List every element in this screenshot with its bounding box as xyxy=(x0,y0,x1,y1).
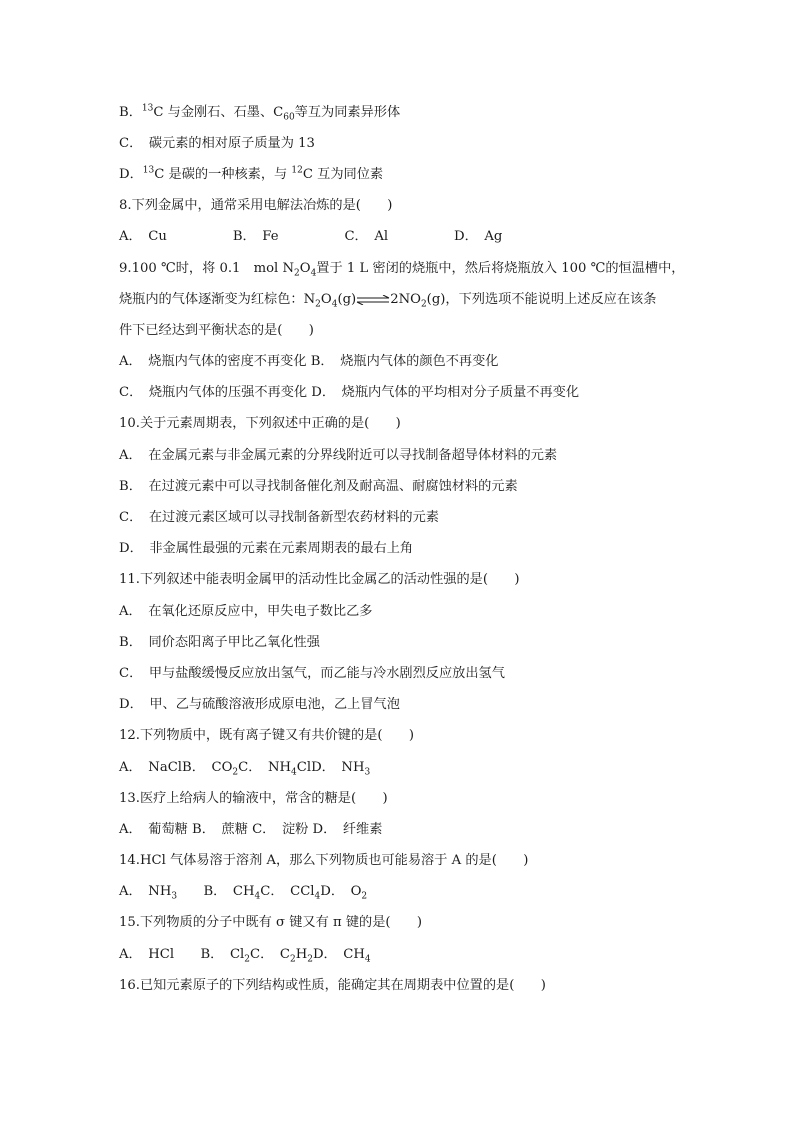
subscript: 3 xyxy=(171,891,178,902)
q14-stem: 14.HCl 气体易溶于溶剂 A，那么下列物质也可能易溶于 A 的是( ) xyxy=(119,853,529,868)
text: C． C xyxy=(250,947,290,962)
q11-option-b: B． 同价态阳离子甲比乙氧化性强 xyxy=(119,635,320,650)
q9-options-ab: A． 烧瓶内气体的密度不再变化 B． 烧瓶内气体的颜色不再变化 xyxy=(119,354,499,369)
subscript: 2 xyxy=(361,891,368,902)
text: A． HCl B． Cl xyxy=(119,947,245,962)
q12-stem: 12.下列物质中，既有离子键又有共价键的是( ) xyxy=(119,728,415,743)
option-text: C 是碳的一种核素，与 xyxy=(154,167,292,182)
q8-options: A． Cu B． Fe C． Al D． Ag xyxy=(119,229,503,244)
q10-option-c: C． 在过渡元素区域可以寻找制备新型农药材料的元素 xyxy=(119,510,439,525)
reversible-arrow-icon xyxy=(356,295,390,305)
q9-stem-line3: 件下已经达到平衡状态的是( ) xyxy=(119,323,314,338)
q10-stem: 10.关于元素周期表，下列叙述中正确的是( ) xyxy=(119,416,401,431)
text: C． NH xyxy=(238,760,292,775)
q7-option-c: C． 碳元素的相对原子质量为 13 xyxy=(119,136,315,151)
subscript: 4 xyxy=(310,268,317,279)
q14-options xyxy=(119,883,367,901)
q9-options-cd: C． 烧瓶内气体的压强不再变化 D． 烧瓶内气体的平均相对分子质量不再变化 xyxy=(119,385,580,400)
subscript: 4 xyxy=(254,891,261,902)
q7-option-d xyxy=(119,166,383,184)
subscript: 2 xyxy=(420,299,427,310)
subscript: 4 xyxy=(364,954,371,965)
text: 置于 1 L 密闭的烧瓶中，然后将烧瓶放入 100 ℃的恒温槽中， xyxy=(316,261,685,276)
subscript: 2 xyxy=(294,268,300,279)
subscript: 2 xyxy=(232,767,239,778)
subscript: 2 xyxy=(289,954,296,965)
text: C． CCl xyxy=(260,884,315,899)
q11-option-d: D． 甲、乙与硫酸溶液形成原电池，乙上冒气泡 xyxy=(119,697,400,712)
text: D． CH xyxy=(312,947,365,962)
q7-option-b xyxy=(119,104,400,122)
text: ClD． NH xyxy=(296,760,365,775)
text: (g)，下列选项不能说明上述反应在该条 xyxy=(426,292,657,307)
q12-options xyxy=(119,759,370,777)
option-text: C 与金刚石、石墨、C xyxy=(153,105,284,120)
text: (g) xyxy=(337,292,357,307)
subscript: 2 xyxy=(315,299,321,310)
text: O xyxy=(320,292,332,307)
subscript: 4 xyxy=(291,767,297,778)
q10-option-b: B． 在过渡元素中可以寻找制备催化剂及耐高温、耐腐蚀材料的元素 xyxy=(119,479,518,494)
text: O xyxy=(299,261,311,276)
q13-stem: 13.医疗上给病人的输液中，常含的糖是( ) xyxy=(119,791,388,806)
text: 2NO xyxy=(390,292,421,307)
q11-stem: 11.下列叙述中能表明金属甲的活动性比金属乙的活动性强的是( ) xyxy=(119,572,520,587)
q11-option-c: C． 甲与盐酸缓慢反应放出氢气，而乙能与冷水剧烈反应放出氢气 xyxy=(119,666,505,681)
subscript: 4 xyxy=(331,299,338,310)
text: D． O xyxy=(320,884,362,899)
q11-option-a: A． 在氧化还原反应中，甲失电子数比乙多 xyxy=(119,604,373,619)
text: 烧瓶内的气体逐渐变为红棕色：N xyxy=(119,292,316,307)
text: B． CH xyxy=(177,884,255,899)
text: A． NH xyxy=(119,884,172,899)
subscript: 2 xyxy=(307,954,313,965)
text: H xyxy=(295,947,308,962)
text: A． NaClB． CO xyxy=(119,760,233,775)
q15-stem: 15.下列物质的分子中既有 σ 键又有 π 键的是( ) xyxy=(119,915,423,930)
q10-option-a: A． 在金属元素与非金属元素的分界线附近可以寻找制备超导体材料的元素 xyxy=(119,448,558,463)
option-text: 等互为同素异形体 xyxy=(294,105,401,120)
option-letter: D． xyxy=(119,167,143,182)
q8-stem: 8.下列金属中，通常采用电解法冶炼的是( ) xyxy=(119,198,393,213)
option-text: C 互为同位素 xyxy=(302,167,384,182)
q16-stem: 16.已知元素原子的下列结构或性质，能确定其在周期表中位置的是( ) xyxy=(119,978,546,993)
mass-number: 13 xyxy=(142,165,155,176)
q15-options xyxy=(119,946,371,964)
q9-stem-line2 xyxy=(119,291,656,309)
text: 9.100 ℃时，将 0.1 mol N xyxy=(119,261,295,276)
subscript: 60 xyxy=(283,112,295,123)
q9-stem-line1 xyxy=(119,260,684,278)
subscript: 4 xyxy=(314,891,321,902)
q13-options: A． 葡萄糖 B． 蔗糖 C． 淀粉 D． 纤维素 xyxy=(119,822,383,837)
option-letter: B． xyxy=(119,105,142,120)
q10-option-d: D． 非金属性最强的元素在元素周期表的最右上角 xyxy=(119,541,414,556)
mass-number: 12 xyxy=(291,165,303,176)
subscript: 3 xyxy=(364,767,371,778)
mass-number: 13 xyxy=(141,103,154,114)
subscript: 2 xyxy=(244,954,250,965)
